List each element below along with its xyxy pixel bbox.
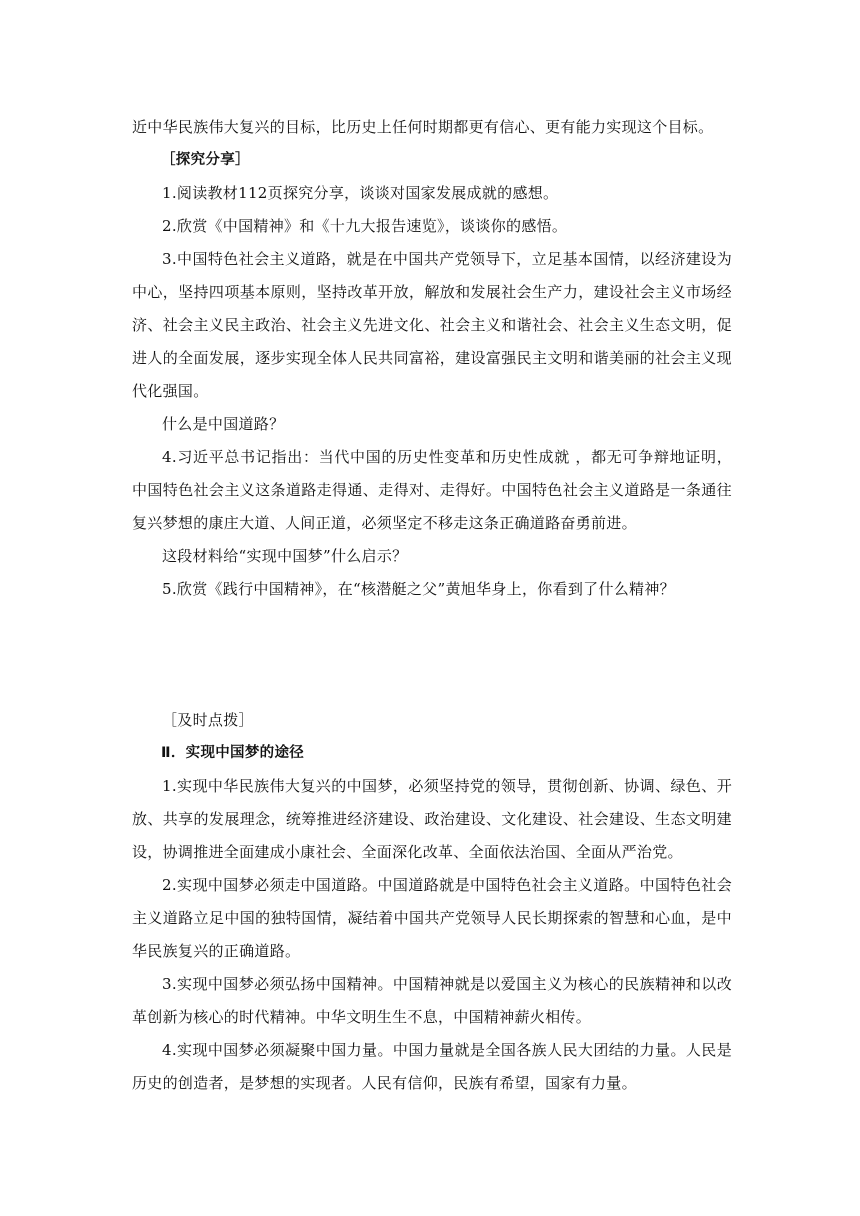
guidance-point-3: 3.实现中国梦必须弘扬中国精神。中国精神就是以爱国主义为核心的民族精神和以改革创新为核心的时代精神。中华文明生生不息，中国精神薪火相传。 [132, 975, 732, 1026]
guidance-point-4: 4.实现中国梦必须凝聚中国力量。中国力量就是全国各族人民大团结的力量。人民是历史的创造者，是梦想的实现者。人民有信仰，民族有希望，国家有力量。 [132, 1041, 732, 1092]
explore-question-3: 什么是中国道路？ [162, 415, 285, 433]
guidance-point-2: 2.实现中国梦必须走中国道路。中国道路就是中国特色社会主义道路。中国特色社会主义道路立足中国的独特国情，凝结着中国共产党领导人民长期探索的智慧和心血，是中华民族复兴的正确道路。 [132, 876, 732, 960]
explore-item-5: 5.欣赏《践行中国精神》，在“核潜艇之父”黄旭华身上，你看到了什么精神？ [162, 580, 675, 598]
intro-line: 近中华民族伟大复兴的目标，比历史上任何时期都更有信心、更有能力实现这个目标。 [132, 118, 714, 136]
explore-item-4: 4.习近平总书记指出：当代中国的历史性变革和历史性成就 ，都无可争辩地证明，中国特色社会主义这条道路走得通、走得对、走得好。中国特色社会主义道路是一条通往复兴梦想的康庄大道、人间正道，必须坚定不移走这条正确道路奋勇前进。 [132, 448, 732, 532]
explore-item-1: 1.阅读教材112页探究分享，谈谈对国家发展成就的感想。 [162, 184, 559, 202]
explore-item-3: 3.中国特色社会主义道路，就是在中国共产党领导下，立足基本国情，以经济建设为中心，坚持四项基本原则，坚持改革开放，解放和发展社会生产力，建设社会主义市场经济、社会主义民主政治、社会主义先进文化、社会主义和谐社会、社会主义生态文明，促进人的全面发展，逐步实现全体人民共同富裕，建设富强民主文明和谐美丽的社会主义现代化强国。 [132, 250, 732, 400]
blank-answer-space [132, 606, 732, 704]
section-subheading-path: Ⅱ．实现中国梦的途径 [161, 745, 305, 761]
explore-item-2: 2.欣赏《中国精神》和《十九大报告速览》，谈谈你的感悟。 [162, 217, 568, 235]
explore-question-4: 这段材料给“实现中国梦”什么启示？ [162, 547, 408, 565]
guidance-point-1: 1.实现中华民族伟大复兴的中国梦，必须坚持党的领导，贯彻创新、协调、绿色、开放、共享的发展理念，统筹推进经济建设、政治建设、文化建设、社会建设、生态文明建设，协调推进全面建成小康社会、全面深化改革、全面依法治国、全面从严治党。 [132, 777, 732, 861]
section-heading-guidance: ［及时点拨］ [162, 711, 254, 729]
page-content [132, 111, 732, 1100]
section-heading-explore: ［探究分享］ [161, 152, 250, 168]
